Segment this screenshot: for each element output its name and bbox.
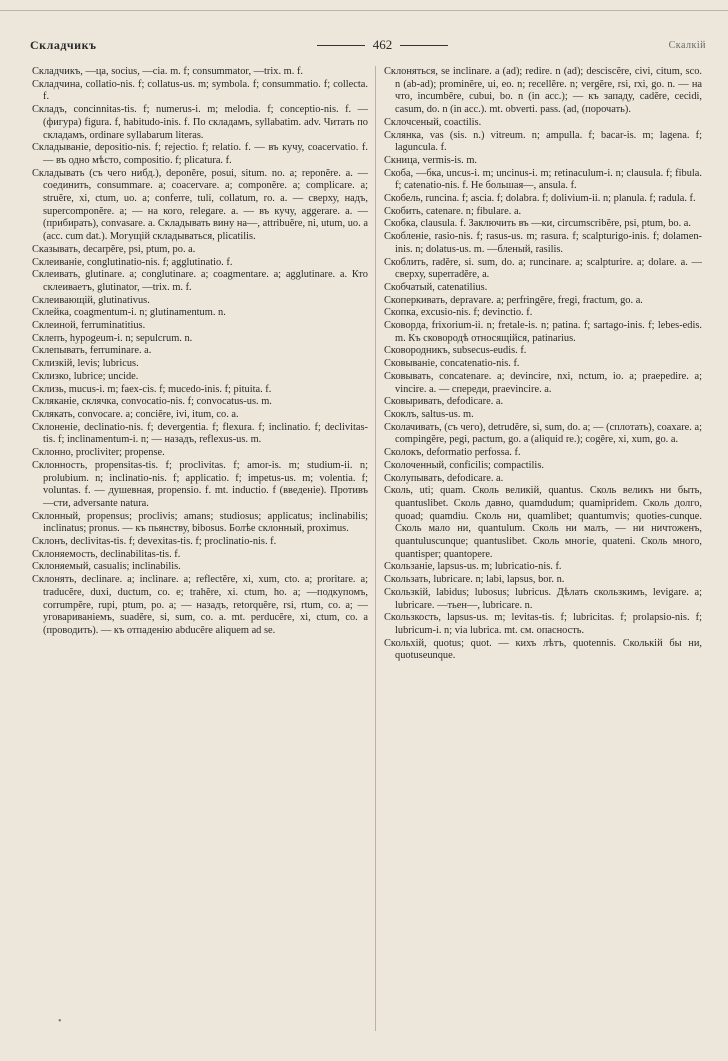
dictionary-entry: Скользаніе, lapsus-us. m; lubricatio-nis. f. [384,561,562,573]
dictionary-entry: Скользать, lubricare. n; labi, lapsus, bor. n. [384,574,565,586]
dictionary-entry: Скобленіе, rasio-nis. f; rasus-us. m; rasura. f; scalpturigo-inis. f; dolamen-inis. n; dolatus-us. m. —бленый, rasilis. [384,231,702,255]
dictionary-entry: Скоблить, radĕre, si. sum, do. a; runcinare. a; scalpturire. a; dolare. a. — сверху, superradĕre, a. [384,256,702,281]
dictionary-entry: Скница, vermis-is. m. [384,154,478,166]
dictionary-entry: Сковываніе, concatenatio-nis. f. [384,358,520,370]
dictionary-entry: Сковывать, concatenare. a; devincire, nxi, nctum, io. a; praepedire. a; vincire. a. — спереди, praevincire. a. [384,370,702,395]
right-column [384,66,702,1023]
dictionary-entry: Скольхій, quotus; quot. — кихъ лѣтъ, quotennis. Сколькій бы ни, quotuseunque. [384,637,702,662]
dictionary-entry: Скляканіе, склячка, convocatio-nis. f; convocatus-us. m. [32,396,272,408]
dictionary-entry: Сковыривать, defodicare. a. [384,396,504,408]
dictionary-entry: Скобчатый, catenatilius. [384,281,488,293]
column-divider [375,66,376,1031]
dictionary-entry: Склонять, declinare. a; inclinare. a; reflectĕre, xi, xum, cto. a; proritare. a; traducĕre, duxi, ductum, co. e; trahĕre, xi. ctum, ho. a; —подкупомъ, corrumpĕre, rupi, ptum, po. a; — назадъ, retorquĕre, rsi, rtum, co. a; —уговариваніемъ, suadĕre, si, sum, co. a. mt. perducĕre, xi, ctum, co. a (проводить). — къ отпаденію abducĕre aliquem ad se. [32,574,368,636]
top-border-line [0,10,728,11]
header-rule-right [400,45,448,46]
dictionary-entry: Склянка, vas (sis. n.) vitreum. n; ampulla. f; bacar-is. m; lagena. f; lagunсula. f. [384,129,702,154]
dictionary-entry: Складчина, collatio-nis. f; collatus-us. m; symbola. f; consummatio. f; collecta. f. [32,78,368,103]
dictionary-entry: Скоклъ, saltus-us. m. [384,408,474,420]
dictionary-entry: Скоперкивать, depravare. a; perfringĕre, fregi, fractum, go. a. [384,294,643,306]
dictionary-entry: Склонный, propensus; proclivis; amans; studiosus; applicatus; inclinabilis; inclinatus; pronus. — къ пьянству, bibosus. Болѣе склонный, proximus. [32,510,368,535]
dictionary-entry: Сколачивать, (съ чего), detrudĕre, si, sum, do. a; — (сплотать), coaxare. a; compingĕre, pegi, pactum, go. a (aliquid re.); cogĕre, xi, xum, go. a. [384,421,702,446]
dictionary-entry: Склоняемость, declinabilitas-tis. f. [32,548,181,560]
dictionary-entry: Сковородникъ, subsecus-eudis. f. [384,345,527,357]
dictionary-entry: Склепывать, ferruminare. a. [32,345,152,357]
dictionary-entry: Сколь, uti; quam. Сколь великій, quantus. Сколь великъ ни быть, quantuslibet. Сколь давно, quamdudum; quamipridem. Сколь долго, quoad; quamdiu. Сколь ни, quamlibet; quantumvis; quoties-cunque. Сколь мало ни, quantulum. Сколь ни малъ, — ни ничтоженъ, quantuluscunque; quantuslibet. Сколь многіе, quateni. Сколь много, quantisper; quantopere. [384,485,702,560]
dictionary-entry: Склочсеный, coactilis. [384,116,482,128]
header-left-word: Складчикъ [30,37,97,52]
dictionary-entry: Скобель, runcina. f; ascia. f; dolabra. f; dolivium-ii. n; planula. f; radula. f. [384,193,696,205]
page-number: 462 [372,37,393,52]
dictionary-entry: Складчикъ, —ца, socius, —cia. m. f; consummator, —trix. m. f. [32,66,304,77]
header-rule-left [317,45,365,46]
dictionary-entry: Складывать (съ чего нибд.), deponĕre, posui, situm. no. a; reponĕre. a. — соединить, consummare. a; coacervare. a; componĕre. a; complicare. a; struĕre, xi, ctum, uo. a; conferre, tuli, collatum, ro. a. — сверху, надъ, superсomponĕre. a; — на кого, relegare. a. — въ кучу, aggerare. a. — (прибирать), convasare. a. Складывать вину на—, attribuĕre, ni, utum, uo. a (acc. cum dat.). Могущій складываться, plicatilis. [32,167,368,243]
dictionary-entry: Складываніе, depositio-nis. f; rejectio. f; relatio. f. — въ кучу, coacervatio. f. — въ одно мѣсто, compositio. f; plicatura. f. [32,142,368,166]
dictionary-entry: Скоба, —бка, uncus-i. m; uncinus-i. m; retinaculum-i. n; clausula. f; fibula. f; catenatio-nis. f. Не большая—, ansula. f. [384,167,702,192]
dictionary-entry: Склизко, lubrice; uncide. [32,370,139,382]
dictionary-entry: Скользкость, lapsus-us. m; levitas-tis. f; lubricitas. f; prolapsio-nis. f; lubricum-i. n; via lubrica. mt. см. опасность. [384,612,702,636]
dictionary-entry: Склоненіе, declinatio-nis. f; devergentia. f; flexura. f; inclinatio. f; declivitas-tis. f; inclinamentum-i. n; — назадъ, reflexus-us. m. [32,421,368,446]
dictionary-entry: Склеивающій, glutinativus. [32,294,150,306]
dictionary-entry: Склепъ, hypogeum-i. n; sepulcrum. n. [32,332,193,344]
header-right-word: Скалкій [668,39,706,51]
header-page-number-group [317,37,449,53]
dictionary-entry: Сколупывать, defodicare. a. [384,472,504,484]
dictionary-entry: Скобка, clausula. f. Заключить въ —ки, circumscribĕre, psi, ptum, bo. a. [384,218,692,230]
dictionary-entry: Складъ, concinnitas-tis. f; numerus-i. m; melodia. f; conceptio-nis. f. — (фигура) figura. f, habitudo-inis. f. По складамъ, syllabatim. adv. Читать по складамъ, ordinare syllabarum literas. [32,104,368,141]
page-mark: • [58,1016,62,1027]
dictionary-entry: Склонно, procliviter; propense. [32,447,165,459]
dictionary-entry: Склеиной, ferruminatitius. [32,320,146,332]
dictionary-entry: Скользкій, labidus; lubosus; lubricus. Дѣлать скользкимъ, levigare. a; lubricare. —тьен—, lubricare. n. [384,586,702,611]
dictionary-entry: Сколокъ, deformatio perfossa. f. [384,447,521,459]
dictionary-entry: Склоняемый, casualis; inclinabilis. [32,561,181,573]
dictionary-entry: Склеивать, glutinare. a; conglutinare. a; coagmentare. a; agglutinare. a. Кто склеиваетъ, glutinator, —trix. m. f. [32,269,368,293]
dictionary-entry: Сковорда, frixorium-ii. n; fretale-is. n; patina. f; sartago-inis. f; lebes-edis. m. Къ сковородѣ относящійся, patinarius. [384,320,702,344]
dictionary-entry: Сколоченный, conficilis; compactilis. [384,459,544,471]
dictionary-entry: Склизь, mucus-i. m; faex-cis. f; mucedo-inis. f; pituita. f. [32,383,272,395]
dictionary-entry: Скопка, excusio-nis. f; devinctio. f. [384,307,533,319]
page-header [30,34,706,56]
dictionary-entry: Склеиваніе, conglutinatio-nis. f; agglutinatio. f. [32,256,233,268]
dictionary-entry: Склонность, propensitas-tis. f; proclivitas. f; amor-is. m; studium-ii. n; prolubium. n; inclinatio-nis. f; applicatio. f; impetus-us. m; volentia. f; voluntas. f. — душевная, propensio. f. mt. inductio. f (введеніе). Противъ —сти, adversante natura. [32,459,368,509]
dictionary-entry: Сказывать, decarpĕre, psi, ptum, po. a. [32,243,196,255]
dictionary-entry: Склизкій, levis; lubricus. [32,358,139,370]
left-column [32,66,368,1023]
dictionary-entry: Склякать, convocare. a; conciĕre, ivi, itum, co. a. [32,408,239,420]
dictionary-entry: Склейка, coagmentum-i. n; glutinamentum. n. [32,307,226,319]
dictionary-entry: Скобить, catenare. n; fibulare. a. [384,205,522,217]
dictionary-entry: Склонъ, declivitas-tis. f; devexitas-tis. f; proclinatio-nis. f. [32,536,277,548]
dictionary-entry: Склоняться, se inclinare. a (ad); redire. n (ad); desciscĕre, civi, citum, sco. n (ab-ad); prominĕre, ui, eo. n; recellĕre. n; vergĕre, rsi, rxi, go. n. — на что, incumbĕre, cubui, bo. n (in acc.); — къ западу, cadĕre, cecidi, casum, do. n (in acc.). mt. obverti. pass. (ad, (порочать). [384,66,702,116]
